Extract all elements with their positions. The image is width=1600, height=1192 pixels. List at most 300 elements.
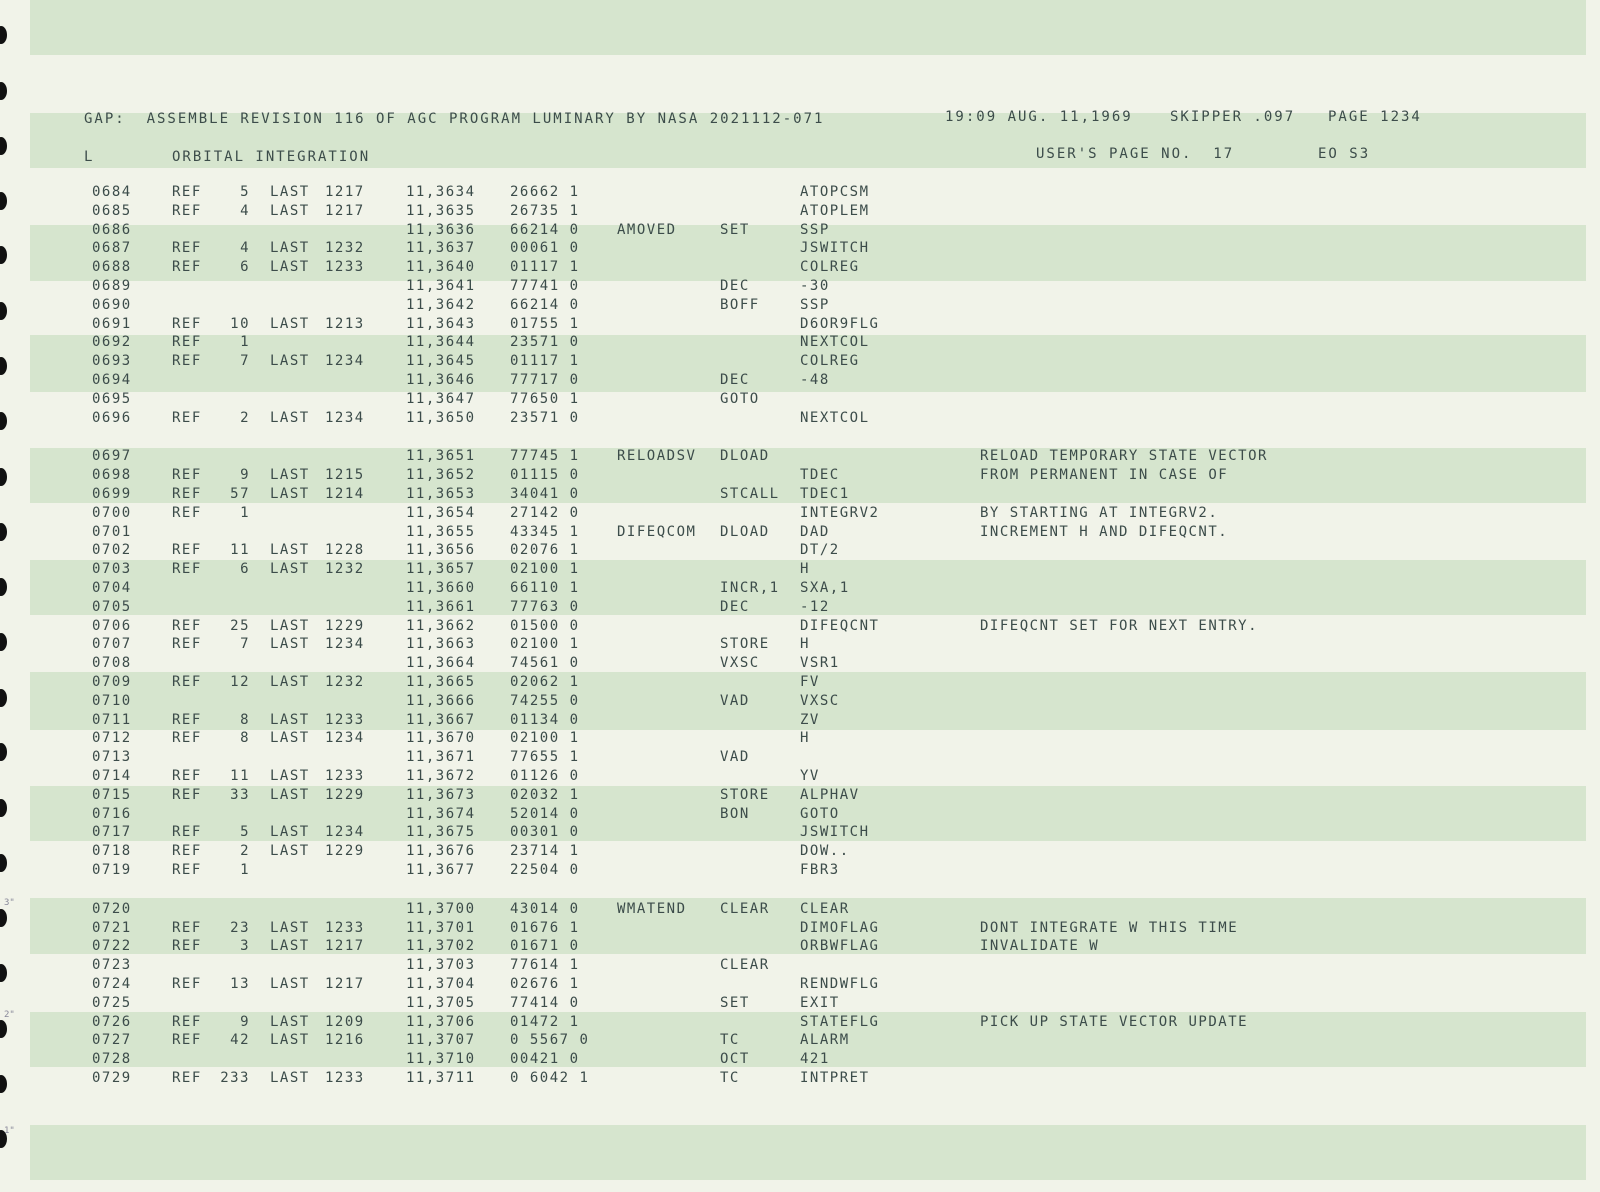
address: 11,3650 — [406, 409, 476, 426]
line-number: 0699 — [92, 486, 132, 502]
operand: ATOPCSM — [800, 184, 870, 200]
line-number: 0729 — [92, 1070, 132, 1086]
last-tag: LAST — [270, 674, 310, 690]
octal-code: 74255 0 — [510, 692, 580, 709]
octal-code: 77741 0 — [510, 278, 580, 294]
address: 11,3677 — [406, 862, 476, 878]
listing-line — [0, 861, 1600, 879]
opcode: SET — [720, 994, 750, 1011]
listing-line — [0, 598, 1600, 616]
ref-count: 4 — [240, 202, 250, 219]
operand: VXSC — [800, 692, 840, 709]
line-number: 0710 — [92, 692, 132, 709]
operand: -12 — [800, 598, 830, 615]
ref-count: 1 — [240, 504, 250, 521]
green-bar — [30, 0, 1586, 55]
listing-line — [0, 541, 1600, 559]
address: 11,3657 — [406, 561, 476, 578]
line-number: 0704 — [92, 580, 132, 596]
listing-line — [0, 202, 1600, 220]
listing-line — [0, 823, 1600, 841]
assembly-header: GAP: ASSEMBLE REVISION 116 OF AGC PROGRAM LUMINARY BY NASA 2021112-071 — [84, 111, 825, 127]
operand: SSP — [800, 221, 830, 238]
line-number: 0685 — [92, 202, 132, 219]
operand: INTEGRV2 — [800, 504, 880, 521]
listing-line — [0, 842, 1600, 860]
line-number: 0725 — [92, 994, 132, 1011]
listing-line — [0, 409, 1600, 427]
green-bar — [30, 1125, 1586, 1180]
operand: H — [800, 561, 810, 578]
listing-line — [0, 258, 1600, 276]
ref-tag: REF — [172, 674, 202, 690]
line-number: 0719 — [92, 862, 132, 878]
line-number: 0700 — [92, 504, 132, 521]
operand: D6OR9FLG — [800, 315, 880, 332]
last-tag: LAST — [270, 315, 310, 332]
line-number: 0714 — [92, 768, 132, 784]
operand: RENDWFLG — [800, 976, 880, 992]
opcode: STORE — [720, 786, 770, 803]
last-tag: LAST — [270, 1013, 310, 1030]
last-tag: LAST — [270, 786, 310, 803]
ref-tag: REF — [172, 1013, 202, 1030]
octal-code: 23714 1 — [510, 843, 580, 860]
address: 11,3635 — [406, 202, 476, 219]
octal-code: 66214 0 — [510, 221, 580, 238]
octal-code: 0 6042 1 — [510, 1070, 590, 1086]
last-page: 1213 — [325, 315, 365, 332]
last-page: 1214 — [325, 486, 365, 502]
operand: 421 — [800, 1051, 830, 1068]
ref-tag: REF — [172, 334, 202, 351]
last-page: 1233 — [325, 1070, 365, 1086]
line-number: 0696 — [92, 409, 132, 426]
octal-code: 23571 0 — [510, 334, 580, 351]
last-tag: LAST — [270, 409, 310, 426]
operand: SSP — [800, 296, 830, 313]
line-number: 0690 — [92, 296, 132, 313]
ref-tag: REF — [172, 315, 202, 332]
octal-code: 01472 1 — [510, 1013, 580, 1030]
last-tag: LAST — [270, 561, 310, 578]
last-page: 1217 — [325, 184, 365, 200]
ref-tag: REF — [172, 843, 202, 860]
listing-line — [0, 371, 1600, 389]
operand: DIMOFLAG — [800, 919, 880, 936]
ref-count: 2 — [240, 409, 250, 426]
line-number: 0706 — [92, 617, 132, 634]
ref-count: 3 — [240, 938, 250, 955]
opcode: TC — [720, 1070, 740, 1086]
operand: INTPRET — [800, 1070, 870, 1086]
ref-count: 11 — [230, 542, 250, 559]
last-tag: LAST — [270, 353, 310, 370]
octal-code: 01117 1 — [510, 353, 580, 370]
octal-code: 43014 0 — [510, 900, 580, 917]
last-page: 1229 — [325, 617, 365, 634]
ref-tag: REF — [172, 617, 202, 634]
octal-code: 27142 0 — [510, 504, 580, 521]
opcode: OCT — [720, 1051, 750, 1068]
ref-tag: REF — [172, 409, 202, 426]
opcode: VAD — [720, 749, 750, 766]
ref-tag: REF — [172, 711, 202, 728]
ref-tag: REF — [172, 467, 202, 484]
line-number: 0701 — [92, 523, 132, 540]
last-page: 1233 — [325, 768, 365, 784]
octal-code: 43345 1 — [510, 523, 580, 540]
operand: SXA,1 — [800, 580, 850, 596]
line-number: 0718 — [92, 843, 132, 860]
operand: TDEC — [800, 467, 840, 484]
feed-hole — [0, 137, 7, 155]
opcode: DEC — [720, 278, 750, 294]
ref-tag: REF — [172, 824, 202, 841]
ref-tag: REF — [172, 938, 202, 955]
last-tag: LAST — [270, 976, 310, 992]
address: 11,3645 — [406, 353, 476, 370]
operand: DIFEQCNT — [800, 617, 880, 634]
last-tag: LAST — [270, 184, 310, 200]
ref-count: 5 — [240, 824, 250, 841]
address: 11,3702 — [406, 938, 476, 955]
ref-count: 4 — [240, 240, 250, 257]
address: 11,3675 — [406, 824, 476, 841]
last-page: 1232 — [325, 674, 365, 690]
ref-count: 5 — [240, 184, 250, 200]
operand: ZV — [800, 711, 820, 728]
ref-count: 9 — [240, 1013, 250, 1030]
address: 11,3670 — [406, 730, 476, 747]
address: 11,3711 — [406, 1070, 476, 1086]
octal-code: 77414 0 — [510, 994, 580, 1011]
octal-code: 0 5567 0 — [510, 1032, 590, 1049]
listing-line — [0, 352, 1600, 370]
comment: BY STARTING AT INTEGRV2. — [980, 504, 1219, 521]
address: 11,3651 — [406, 448, 476, 465]
operand: GOTO — [800, 805, 840, 822]
last-page: 1216 — [325, 1032, 365, 1049]
listing-line — [0, 221, 1600, 239]
listing-line — [0, 333, 1600, 351]
ref-tag: REF — [172, 636, 202, 653]
listing-line — [0, 239, 1600, 257]
ref-count: 7 — [240, 636, 250, 653]
operand: FBR3 — [800, 862, 840, 878]
operand: DT/2 — [800, 542, 840, 559]
octal-code: 77745 1 — [510, 448, 580, 465]
feed-hole — [0, 26, 7, 44]
last-page: 1232 — [325, 240, 365, 257]
line-number: 0686 — [92, 221, 132, 238]
line-number: 0715 — [92, 786, 132, 803]
octal-code: 01500 0 — [510, 617, 580, 634]
line-number: 0712 — [92, 730, 132, 747]
octal-code: 01676 1 — [510, 919, 580, 936]
octal-code: 01126 0 — [510, 768, 580, 784]
address: 11,3646 — [406, 372, 476, 388]
ruler-mark-3in: 3" — [4, 898, 15, 908]
listing-line — [0, 767, 1600, 785]
operand: ALPHAV — [800, 786, 860, 803]
address: 11,3667 — [406, 711, 476, 728]
octal-code: 01755 1 — [510, 315, 580, 332]
last-page: 1209 — [325, 1013, 365, 1030]
octal-code: 01134 0 — [510, 711, 580, 728]
address: 11,3642 — [406, 296, 476, 313]
listing-line — [0, 1050, 1600, 1068]
ref-count: 6 — [240, 259, 250, 276]
address: 11,3705 — [406, 994, 476, 1011]
operand: COLREG — [800, 259, 860, 276]
last-page: 1234 — [325, 824, 365, 841]
last-tag: LAST — [270, 768, 310, 784]
operand: JSWITCH — [800, 824, 870, 841]
listing-line — [0, 560, 1600, 578]
octal-code: 34041 0 — [510, 486, 580, 502]
opcode: TC — [720, 1032, 740, 1049]
listing-line — [0, 1013, 1600, 1031]
last-tag: LAST — [270, 938, 310, 955]
operand: H — [800, 730, 810, 747]
address: 11,3674 — [406, 805, 476, 822]
ruler-mark-1in: 1" — [4, 1126, 15, 1136]
ref-count: 10 — [230, 315, 250, 332]
ref-tag: REF — [172, 976, 202, 992]
comment: PICK UP STATE VECTOR UPDATE — [980, 1013, 1249, 1030]
last-tag: LAST — [270, 1032, 310, 1049]
line-number: 0711 — [92, 711, 132, 728]
listing-line — [0, 485, 1600, 503]
address: 11,3637 — [406, 240, 476, 257]
address: 11,3701 — [406, 919, 476, 936]
octal-code: 66110 1 — [510, 580, 580, 596]
operand: DAD — [800, 523, 830, 540]
listing-line — [0, 919, 1600, 937]
octal-code: 02100 1 — [510, 636, 580, 653]
octal-code: 02062 1 — [510, 674, 580, 690]
last-tag: LAST — [270, 711, 310, 728]
line-number: 0722 — [92, 938, 132, 955]
listing-line — [0, 711, 1600, 729]
last-page: 1228 — [325, 542, 365, 559]
ref-count: 2 — [240, 843, 250, 860]
operand: STATEFLG — [800, 1013, 880, 1030]
line-number: 0707 — [92, 636, 132, 653]
line-number: 0717 — [92, 824, 132, 841]
octal-code: 77763 0 — [510, 598, 580, 615]
ref-tag: REF — [172, 486, 202, 502]
line-number: 0697 — [92, 448, 132, 465]
line-number: 0709 — [92, 674, 132, 690]
octal-code: 22504 0 — [510, 862, 580, 878]
address: 11,3640 — [406, 259, 476, 276]
operator-id: SKIPPER .097 — [1170, 109, 1296, 125]
listing-line — [0, 692, 1600, 710]
address: 11,3652 — [406, 467, 476, 484]
address: 11,3665 — [406, 674, 476, 690]
last-page: 1229 — [325, 786, 365, 803]
ref-count: 23 — [230, 919, 250, 936]
ref-count: 7 — [240, 353, 250, 370]
operand: DOW.. — [800, 843, 850, 860]
operand: YV — [800, 768, 820, 784]
comment: FROM PERMANENT IN CASE OF — [980, 467, 1229, 484]
octal-code: 02100 1 — [510, 561, 580, 578]
listing-line — [0, 900, 1600, 918]
listing-line — [0, 635, 1600, 653]
address: 11,3673 — [406, 786, 476, 803]
ref-count: 33 — [230, 786, 250, 803]
operand: VSR1 — [800, 655, 840, 672]
operand: CLEAR — [800, 900, 850, 917]
operand: COLREG — [800, 353, 860, 370]
listing-line — [0, 1031, 1600, 1049]
octal-code: 00061 0 — [510, 240, 580, 257]
line-number: 0694 — [92, 372, 132, 388]
address: 11,3671 — [406, 749, 476, 766]
address: 11,3672 — [406, 768, 476, 784]
ref-count: 1 — [240, 334, 250, 351]
ref-tag: REF — [172, 1070, 202, 1086]
octal-code: 02676 1 — [510, 976, 580, 992]
last-tag: LAST — [270, 542, 310, 559]
listing-line — [0, 673, 1600, 691]
operand: ALARM — [800, 1032, 850, 1049]
ref-tag: REF — [172, 504, 202, 521]
ref-count: 6 — [240, 561, 250, 578]
last-page: 1229 — [325, 843, 365, 860]
eo-label: EO S3 — [1318, 146, 1371, 162]
listing-line — [0, 296, 1600, 314]
line-number: 0720 — [92, 900, 132, 917]
line-number: 0698 — [92, 467, 132, 484]
line-number: 0708 — [92, 655, 132, 672]
symbol-label: WMATEND — [617, 900, 687, 917]
line-number: 0692 — [92, 334, 132, 351]
last-tag: LAST — [270, 240, 310, 257]
listing-line — [0, 466, 1600, 484]
comment: INCREMENT H AND DIFEQCNT. — [980, 523, 1229, 540]
ref-count: 12 — [230, 674, 250, 690]
address: 11,3710 — [406, 1051, 476, 1068]
address: 11,3641 — [406, 278, 476, 294]
address: 11,3654 — [406, 504, 476, 521]
feed-hole — [0, 82, 7, 100]
line-number: 0713 — [92, 749, 132, 766]
listing-line — [0, 579, 1600, 597]
last-page: 1215 — [325, 467, 365, 484]
ref-count: 57 — [230, 486, 250, 502]
address: 11,3636 — [406, 221, 476, 238]
address: 11,3655 — [406, 523, 476, 540]
octal-code: 26735 1 — [510, 202, 580, 219]
line-number: 0684 — [92, 184, 132, 200]
last-tag: LAST — [270, 919, 310, 936]
opcode: SET — [720, 221, 750, 238]
line-number: 0695 — [92, 390, 132, 407]
ref-tag: REF — [172, 919, 202, 936]
octal-code: 77717 0 — [510, 372, 580, 388]
comment: DIFEQCNT SET FOR NEXT ENTRY. — [980, 617, 1259, 634]
last-page: 1217 — [325, 976, 365, 992]
octal-code: 74561 0 — [510, 655, 580, 672]
listing-line — [0, 315, 1600, 333]
opcode: DEC — [720, 598, 750, 615]
octal-code: 01115 0 — [510, 467, 580, 484]
address: 11,3700 — [406, 900, 476, 917]
listing-line — [0, 183, 1600, 201]
line-number: 0691 — [92, 315, 132, 332]
ref-count: 8 — [240, 711, 250, 728]
listing-line — [0, 786, 1600, 804]
line-number: 0687 — [92, 240, 132, 257]
octal-code: 01117 1 — [510, 259, 580, 276]
comment: RELOAD TEMPORARY STATE VECTOR — [980, 448, 1268, 465]
operand: TDEC1 — [800, 486, 850, 502]
address: 11,3664 — [406, 655, 476, 672]
line-number: 0727 — [92, 1032, 132, 1049]
last-page: 1234 — [325, 730, 365, 747]
last-page: 1234 — [325, 636, 365, 653]
line-number: 0726 — [92, 1013, 132, 1030]
last-tag: LAST — [270, 636, 310, 653]
listing-line — [0, 390, 1600, 408]
address: 11,3634 — [406, 184, 476, 200]
address: 11,3676 — [406, 843, 476, 860]
operand: EXIT — [800, 994, 840, 1011]
ref-tag: REF — [172, 862, 202, 878]
symbol-label: DIFEQCOM — [617, 523, 697, 540]
last-tag: LAST — [270, 1070, 310, 1086]
octal-code: 00421 0 — [510, 1051, 580, 1068]
address: 11,3707 — [406, 1032, 476, 1049]
opcode: DEC — [720, 372, 750, 388]
opcode: DLOAD — [720, 448, 770, 465]
address: 11,3666 — [406, 692, 476, 709]
listing-line — [0, 617, 1600, 635]
listing-line — [0, 523, 1600, 541]
octal-code: 26662 1 — [510, 184, 580, 200]
line-number: 0688 — [92, 259, 132, 276]
listing-line — [0, 975, 1600, 993]
ref-tag: REF — [172, 202, 202, 219]
last-page: 1233 — [325, 919, 365, 936]
ref-tag: REF — [172, 1032, 202, 1049]
line-number: 0702 — [92, 542, 132, 559]
ref-count: 8 — [240, 730, 250, 747]
opcode: STCALL — [720, 486, 780, 502]
last-tag: LAST — [270, 486, 310, 502]
ref-count: 13 — [230, 976, 250, 992]
opcode: BON — [720, 805, 750, 822]
page-number: PAGE 1234 — [1328, 109, 1422, 125]
ref-tag: REF — [172, 730, 202, 747]
opcode: CLEAR — [720, 900, 770, 917]
ref-count: 1 — [240, 862, 250, 878]
line-number: 0689 — [92, 278, 132, 294]
opcode: CLEAR — [720, 957, 770, 974]
last-page: 1233 — [325, 711, 365, 728]
octal-code: 77614 1 — [510, 957, 580, 974]
operand: NEXTCOL — [800, 334, 870, 351]
operand: H — [800, 636, 810, 653]
operand: -48 — [800, 372, 830, 388]
listing-line — [0, 654, 1600, 672]
listing-line — [0, 805, 1600, 823]
listing-line — [0, 994, 1600, 1012]
